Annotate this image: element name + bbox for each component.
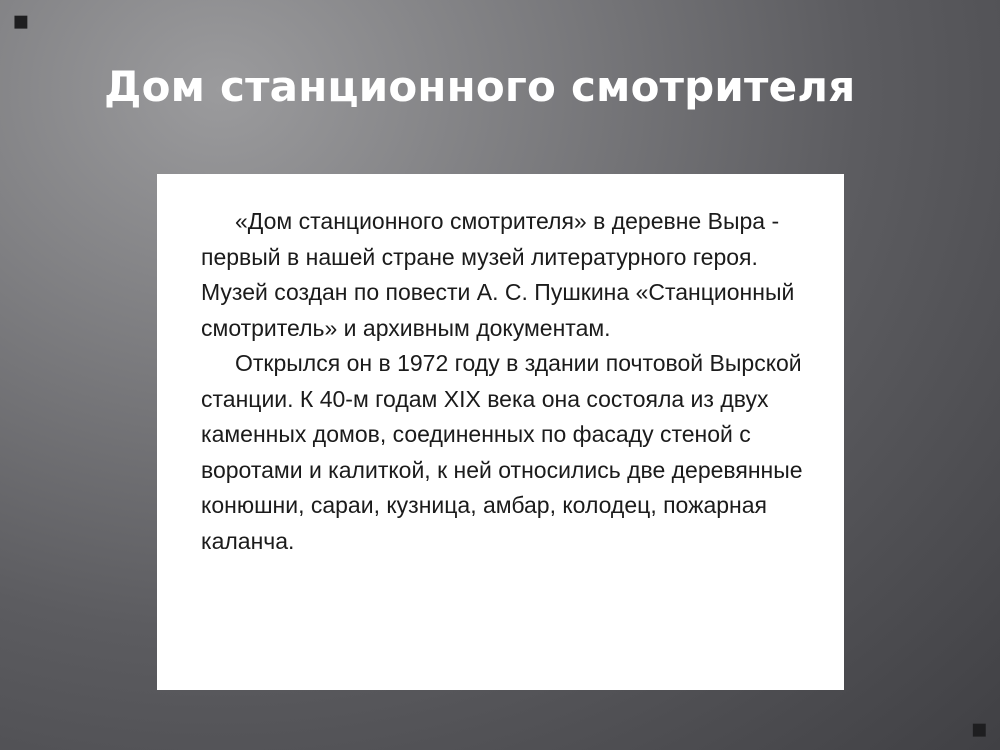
text-panel	[157, 174, 844, 690]
paragraph-text: Открылся он в 1972 году в здании почтовой Вырской станции. К 40-м годам XIX века она состояла из двух каменных домов, соединенных по фасаду стеной с воротами и калиткой, к ней относились две деревянные конюшни, сараи, кузница, амбар, колодец, пожарная каланча.	[201, 350, 803, 554]
paragraph-museum-history	[201, 346, 824, 559]
bullet-square-icon: ▪	[12, 6, 30, 36]
slide-title: Дом станционного смотрителя	[104, 62, 856, 111]
paragraph-text: «Дом станционного смотрителя» в деревне Выра - первый в нашей стране музей литературного героя. Музей создан по повести А. С. Пушкина «Станционный смотритель» и архивным документам.	[201, 208, 795, 341]
bullet-square-icon: ▪	[970, 714, 988, 744]
paragraph-museum-intro	[201, 204, 824, 346]
